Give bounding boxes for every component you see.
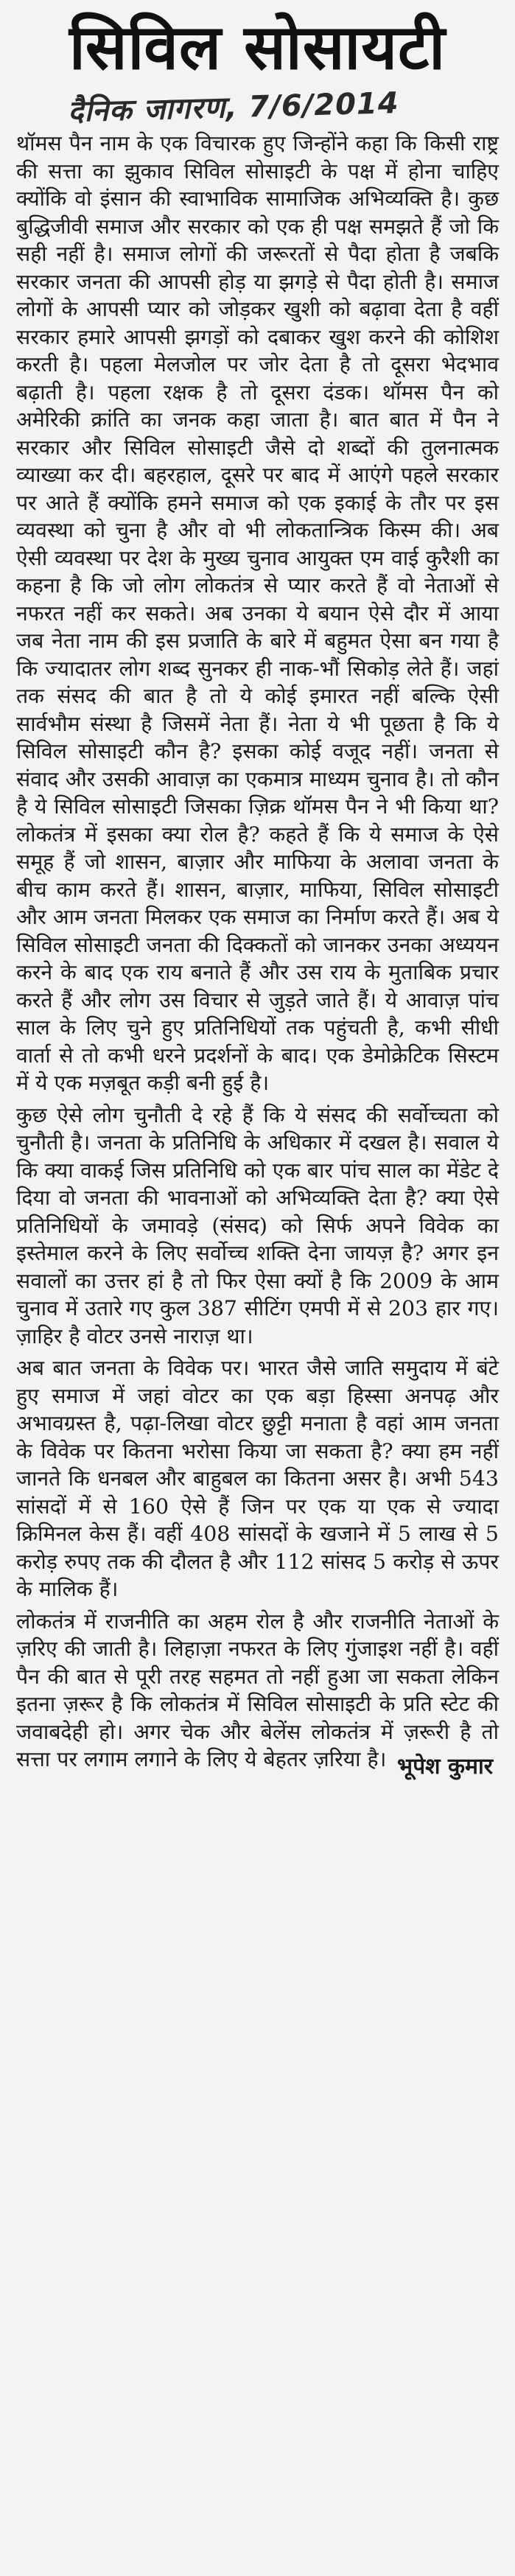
- paragraph-3: अब बात जनता के विवेक पर। भारत जैसे जाति समुदाय में बंटे हुए समाज में जहां वोटर का एक बड़ा हिस्सा अनपढ़ और अभावग्रस्त है, पढ़ा-लिखा वोटर छुट्टी मनाता है वहां आम जनता के विवेक पर कितना भरोसा किया जा सकता है? क्या हम नहीं जानते कि धनबल और बाहुबल का कितना असर है। अभी 543 सांसदों में से 160 ऐसे हैं जिन पर एक या एक से ज्यादा क्रिमिनल केस हैं। वहीं 408 सांसदों के खजाने में 5 लाख से 5 करोड़ रुपए तक की दौलत है और 112 सांसद 5 करोड़ से ऊपर के मालिक हैं।: [16, 1356, 499, 1601]
- byline: भूपेश कुमार: [397, 1753, 493, 1779]
- paragraph-1: थॉमस पैन नाम के एक विचारक हुए जिन्होंने कहा कि किसी राष्ट्र की सत्ता का झुकाव सिविल सोसाइटी के पक्ष में होना चाहिए क्योंकि वो इंसान की स्वाभाविक सामाजिक अभिव्यक्ति है। कुछ बुद्धिजीवी समाज और सरकार को एक ही पक्ष समझते हैं जो कि सही नहीं है। समाज लोगों की जरूरतों से पैदा होता है जबकि सरकार जनता की आपसी होड़ या झगड़े से पैदा होती है। समाज लोगों के आपसी प्यार को जोड़कर खुशी को बढ़ावा देता है वहीं सरकार हमारे आपसी झगड़ों को दबाकर खुश करने की कोशिश करती है। पहला मेलजोल पर जोर देता है तो दूसरा भेदभाव बढ़ाती है। पहला रक्षक है तो दूसरा दंडक। थॉमस पैन को अमेरिकी क्रांति का जनक कहा जाता है। बात बात में पैन ने सरकार और सिविल सोसाइटी जैसे दो शब्दों की तुलनात्मक व्याख्या कर दी। बहरहाल, दूसरे पर बाद में आएंगे पहले सरकार पर आते हैं क्योंकि हमने समाज को एक इकाई के तौर पर इस व्यवस्था को चुना है और वो भी लोकतान्त्रिक किस्म की। अब ऐसी व्यवस्था पर देश के मुख्य चुनाव आयुक्त एम वाई कुरैशी का कहना है कि जो लोग लोकतंत्र से प्यार करते हैं वो नेताओं से नफरत नहीं कर सकते। अब उनका ये बयान ऐसे दौर में आया जब नेता नाम की इस प्रजाति के बारे में बहुमत ऐसा बन गया है कि ज्यादातर लोग शब्द सुनकर ही नाक-भौं सिकोड़ लेते हैं। जहां तक संसद की बात है तो ये कोई इमारत नहीं बल्कि ऐसी सार्वभौम संस्था है जिसमें नेता हैं। नेता ये भी पूछता है कि ये सिविल सोसाइटी कौन है? इसका कोई वजूद नहीं। जनता से संवाद और उसकी आवाज़ का एकमात्र माध्यम चुनाव है। तो कौन है ये सिविल सोसाइटी जिसका ज़िक्र थॉमस पैन ने भी किया था? लोकतंत्र में इसका क्या रोल है? कहते हैं कि ये समाज के ऐसे समूह हैं जो शासन, बाज़ार और माफिया के अलावा जनता के बीच काम करते हैं। शासन, बाज़ार, माफिया, सिविल सोसाइटी और आम जनता मिलकर एक समाज का निर्माण करते हैं। अब ये सिविल सोसाइटी जनता की दिक्कतों को जानकर उनका अध्ययन करने के बाद एक राय बनाते हैं और उस राय के मुताबिक प्रचार करते हैं और लोग उस विचार से जुड़ते जाते हैं। ये आवाज़ पांच साल के लिए चुने हुए प्रतिनिधियों तक पहुंचती है, कभी सीधी वार्ता से तो कभी धरने प्रदर्शनों के बाद। एक डेमोक्रेटिक सिस्टम में ये एक मज़बूत कड़ी बनी हुई है।: [16, 131, 499, 1095]
- paragraph-4: लोकतंत्र में राजनीति का अहम रोल है और राजनीति नेताओं के ज़रिए की जाती है। लिहाज़ा नफरत के लिए गुंजाइश नहीं है। वहीं पैन की बात से पूरी तरह सहमत तो नहीं हुआ जा सकता लेकिन इतना ज़रूर है कि लोकतंत्र में सिविल सोसाइटी के प्रति स्टेट की जवाबदेही हो। अगर चेक और बेलेंस लोकतंत्र में ज़रूरी है तो सत्ता पर लगाम लगाने के लिए ये बेहतर ज़रिया है।: [16, 1609, 499, 1771]
- headline: सिविल सोसायटी: [69, 11, 446, 83]
- masthead: [16, 10, 499, 129]
- handwritten-source-note: दैनिक जागरण, 7/6/2014: [67, 86, 400, 129]
- paragraph-2: कुछ ऐसे लोग चुनौती दे रहे हैं कि ये संसद की सर्वोच्चता को चुनौती है। जनता के प्रतिनिधि के अधिकार में दखल है। सवाल ये कि क्या वाकई जिस प्रतिनिधि को एक बार पांच साल का मेंडेट दे दिया वो जनता की भावनाओं को अभिव्यक्ति देता है? क्या ऐसे प्रतिनिधियों के जमावड़े (संसद) को सिर्फ अपने विवेक का इस्तेमाल करने के लिए सर्वोच्च शक्ति देना जायज़ है? अगर इन सवालों का उत्तर हां है तो फिर ऐसा क्यों है कि 2009 के आम चुनाव में उतारे गए कुल 387 सीटिंग एमपी में से 203 हार गए। ज़ाहिर है वोटर उनसे नाराज़ था।: [16, 1102, 499, 1348]
- article-body: [16, 130, 499, 1780]
